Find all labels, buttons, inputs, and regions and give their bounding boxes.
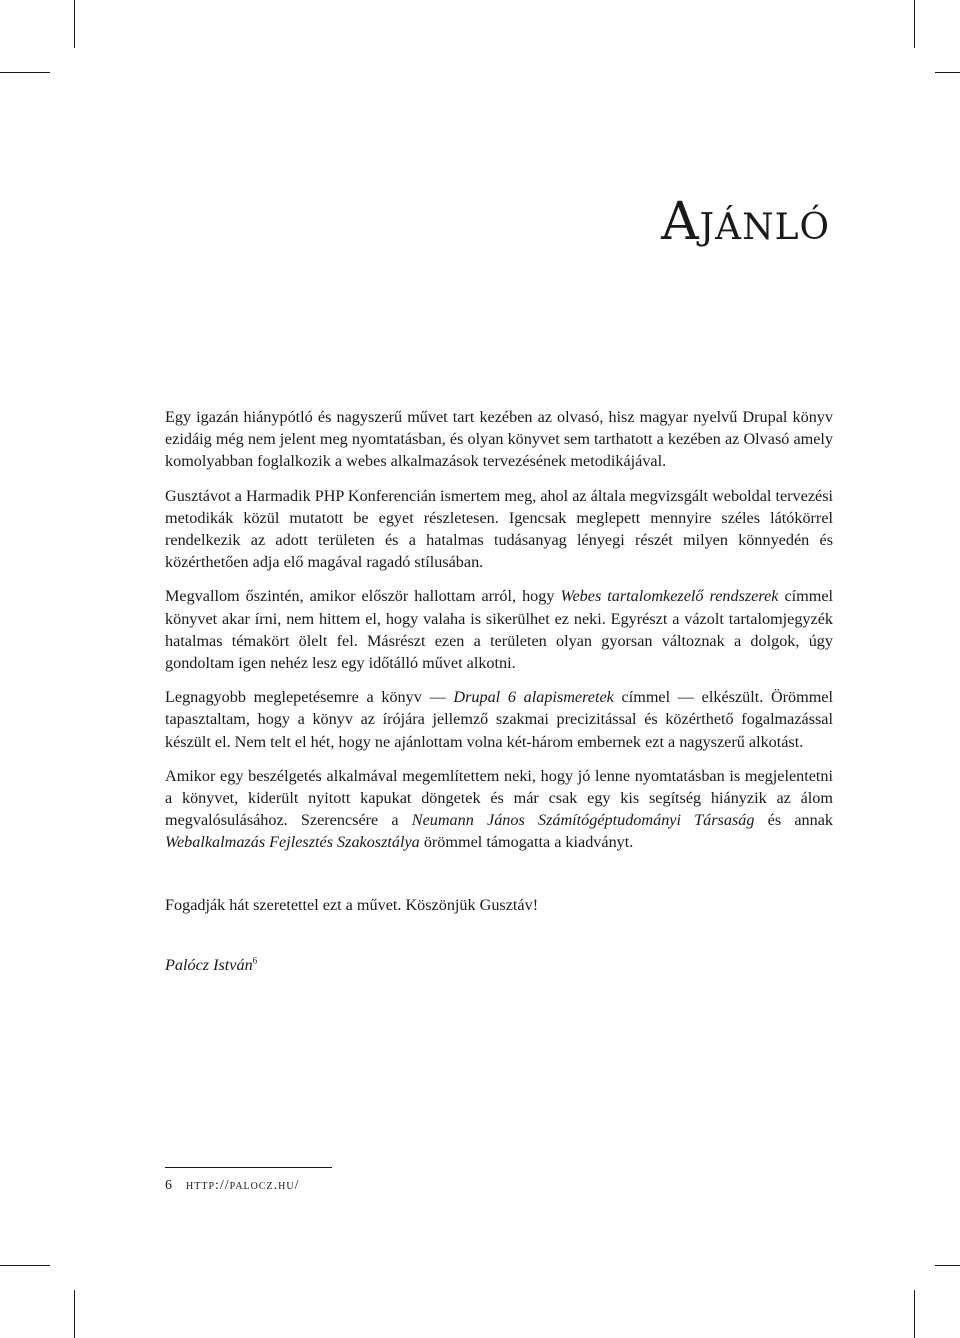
paragraph (165, 686, 833, 753)
paragraph-text: és annak (754, 811, 833, 830)
paragraph (165, 585, 833, 674)
signature (165, 954, 833, 976)
body-text (165, 406, 833, 988)
paragraph-text: címmel — elkészült. Örömmel tapasztaltam, hogy a könyv az írójára jellemző szakmai precizitással és közérthető fogalmazással készült el. Nem telt el hét, hogy ne ajánlottam volna két-három embernek ezt a nagyszerű alkotást. (165, 688, 833, 751)
crop-mark-bottom-left-horizontal (0, 1265, 50, 1266)
paragraph-text: örömmel támogatta a kiadványt. (419, 833, 634, 852)
footnote-reference[interactable]: 6 (252, 955, 258, 966)
book-title-italic: Drupal 6 alapismeretek (453, 688, 614, 707)
paragraph-text: Amikor egy beszélgetés alkalmával megemlítettem neki, hogy jó lenne nyomtatásban is megjelentetni a könyvet, kiderült nyitott kapukat döngetek és már csak egy kis segítség hiányzik az álom megvalósulásához. Szerencsére a (165, 766, 833, 830)
paragraph-text: Megvallom őszintén, amikor először hallottam arról, hogy (165, 587, 561, 606)
book-title-italic: Webes tartalomkezelő rendszerek (560, 587, 779, 606)
crop-mark-top-left-vertical (74, 0, 75, 48)
closing-line: Fogadják hát szeretettel ezt a művet. Köszönjük Gusztáv! (165, 895, 539, 914)
footnote-number: 6 (165, 1178, 172, 1193)
crop-mark-bottom-right-horizontal (935, 1265, 960, 1266)
organization-name-italic: Webalkalmazás Fejlesztés Szakosztálya (165, 833, 420, 852)
crop-mark-top-left-horizontal (0, 72, 50, 73)
signature-name: Palócz István (165, 955, 253, 974)
chapter-title: Ajánló (661, 192, 830, 252)
paragraph-text: Gusztávot a Harmadik PHP Konferencián ismertem meg, ahol az általa megvizsgált weboldal tervezési metodikák közül mutatott be egyet részletesen. Igencsak meglepett mennyire széles látókörrel rendelkezik az adott területen és a hatalmas tudásanyag lényegi részét milyen könnyedén és közérthetően adja elő magával ragadó stílusában. (165, 486, 833, 572)
footnote-link[interactable]: http://palocz.hu/ (186, 1178, 300, 1193)
paragraph-text: Egy igazán hiánypótló és nagyszerű művet tart kezében az olvasó, hisz magyar nyelvű Drupal könyv ezidáig még nem jelent meg nyomtatásban, és olyan könyvet sem tarthatott a kezében az Olvasó amely komolyabban foglalkozik a webes alkalmazások tervezésének metodikájával. (165, 408, 833, 471)
footnote (165, 1177, 299, 1195)
crop-mark-top-right-horizontal (935, 72, 960, 73)
organization-name-italic: Neumann János Számítógéptudományi Társaság (411, 811, 755, 830)
paragraph-text: címmel könyvet akar írni, nem hittem el, hogy valaha is sikerülhet ez neki. Egyrészt a vázolt tartalomjegyzék hatalmas témakört ölelt fel. Másrészt ezen a területen olyan gyorsan változnak a dolgok, úgy gondoltam igen nehéz lesz egy időtálló művet alkotni. (165, 587, 834, 673)
paragraph (165, 765, 833, 854)
crop-mark-bottom-right-vertical (914, 1290, 915, 1338)
paragraph (165, 406, 833, 473)
crop-mark-top-right-vertical (914, 0, 915, 48)
footnote-divider (165, 1167, 332, 1168)
crop-mark-bottom-left-vertical (74, 1290, 75, 1338)
paragraph (165, 485, 833, 574)
paragraph-text: Legnagyobb meglepetésemre a könyv — (165, 688, 454, 707)
